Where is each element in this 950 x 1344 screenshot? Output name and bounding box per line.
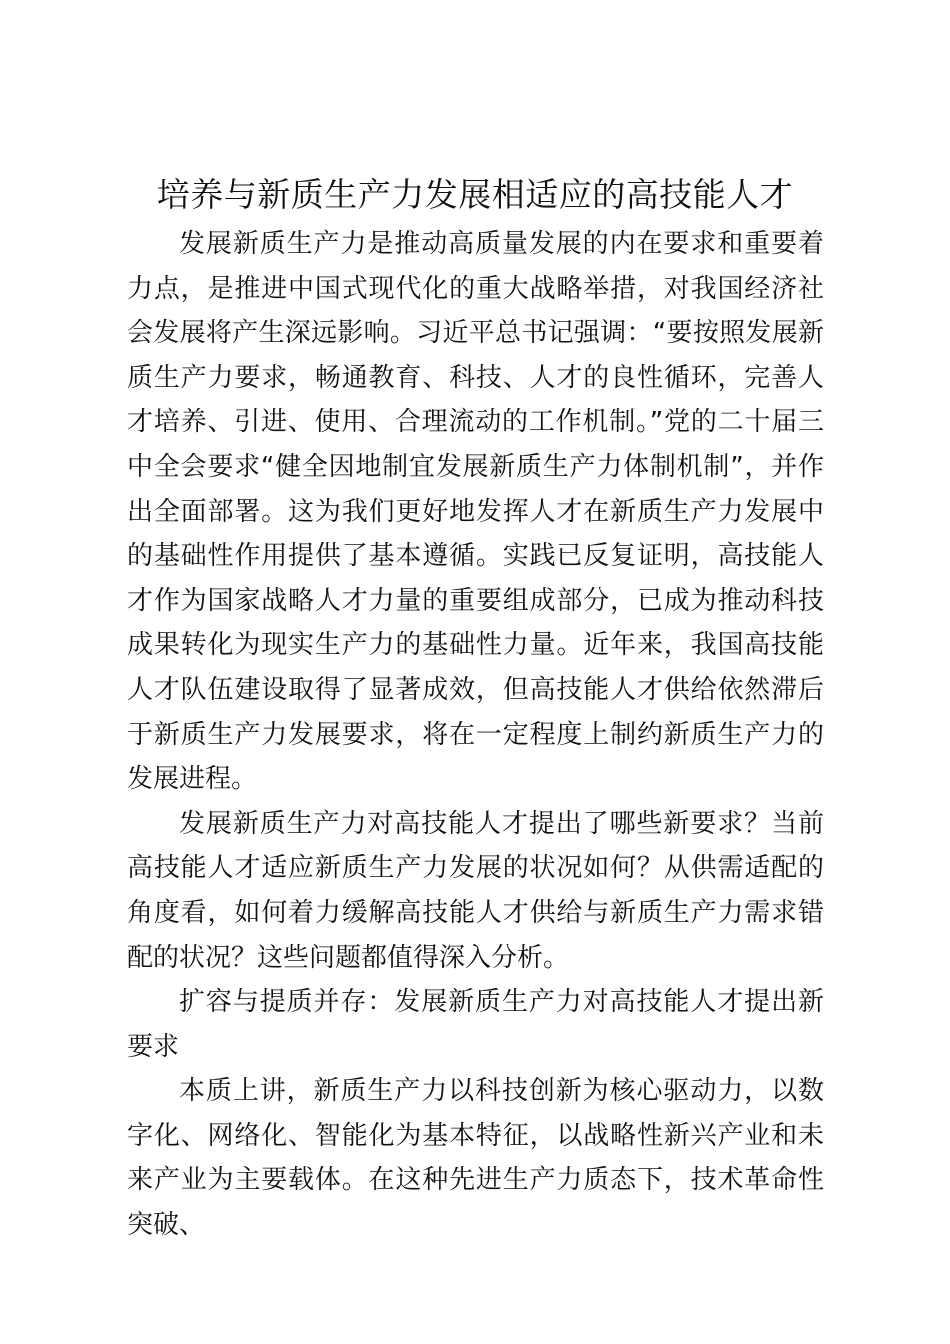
document-body xyxy=(127,222,824,1248)
section-heading: 扩容与提质并存：发展新质生产力对高技能人才提出新要求 xyxy=(127,987,824,1062)
paragraph-intro: 发展新质生产力是推动高质量发展的内在要求和重要着力点，是推进中国式现代化的重大战略举措，对我国经济社会发展将产生深远影响。习近平总书记强调：“要按照发展新质生产力要求，畅通教育、科技、人才的良性循环，完善人才培养、引进、使用、合理流动的工作机制。”党的二十届三中全会要求“健全因地制宜发展新质生产力体制机制”，并作出全面部署。这为我们更好地发挥人才在新质生产力发展中的基础性作用提供了基本遵循。实践已反复证明，高技能人才作为国家战略人才力量的重要组成部分，已成为推动科技成果转化为现实生产力的基础性力量。近年来，我国高技能人才队伍建设取得了显著成效，但高技能人才供给依然滞后于新质生产力发展要求，将在一定程度上制约新质生产力的发展进程。 xyxy=(127,229,824,795)
paragraph-essence: 本质上讲，新质生产力以科技创新为核心驱动力，以数字化、网络化、智能化为基本特征，以战略性新兴产业和未来产业为主要载体。在这种先进生产力质态下，技术革命性突破、 xyxy=(127,1076,824,1241)
document-title: 培养与新质生产力发展相适应的高技能人才 xyxy=(156,175,794,214)
paragraph-questions: 发展新质生产力对高技能人才提出了哪些新要求？当前高技能人才适应新质生产力发展的状况如何？从供需适配的角度看，如何着力缓解高技能人才供给与新质生产力需求错配的状况？这些问题都值得深入分析。 xyxy=(127,808,824,973)
